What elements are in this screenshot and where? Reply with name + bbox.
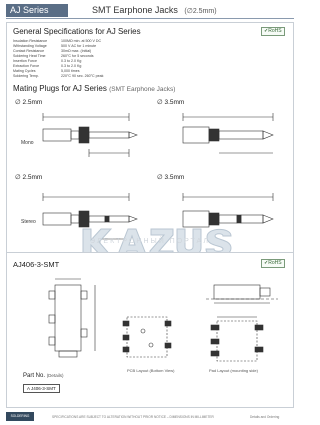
spec-label: Insertion Force bbox=[13, 59, 37, 63]
spec-label: Withstanding Voltage bbox=[13, 44, 47, 48]
mating-plugs-title bbox=[13, 84, 175, 93]
spec-label: Extraction Force bbox=[13, 64, 40, 68]
plug-size-label: ∅ 2.5mm bbox=[15, 99, 43, 106]
spec-value: 260°C for 5 seconds bbox=[61, 54, 94, 58]
spec-value: 0.3 to 2.0 Kg bbox=[61, 64, 82, 68]
spec-row bbox=[13, 74, 153, 79]
rohs-badge bbox=[261, 259, 285, 268]
spec-value: 30mΩ max. (Initial) bbox=[61, 49, 92, 53]
spec-label: Mating Cycles bbox=[13, 69, 36, 73]
part-number-box: A J406-3-SMT bbox=[23, 384, 60, 393]
mating-plugs-title-text: Mating Plugs for AJ Series bbox=[13, 84, 107, 93]
page-title bbox=[92, 5, 217, 15]
spec-value: 500 V AC for 1 minute bbox=[61, 44, 97, 48]
spec-value: 220°C 90 sec. 260°C peak bbox=[61, 74, 104, 78]
mating-plugs-subtitle: (SMT Earphone Jacks) bbox=[109, 86, 176, 93]
part-number-heading bbox=[23, 373, 63, 379]
header-rule bbox=[6, 18, 294, 19]
page-title-text: SMT Earphone Jacks bbox=[92, 5, 178, 15]
footer-brand-logo bbox=[6, 412, 34, 421]
side-view-drawing bbox=[202, 277, 282, 311]
spec-table bbox=[13, 39, 153, 79]
series-tab: AJ Series bbox=[6, 4, 68, 17]
part-no-label: Part No. bbox=[23, 373, 46, 379]
mono-plug-2-5-drawing bbox=[37, 107, 147, 165]
spec-value: 0.3 to 2.0 Kg bbox=[61, 59, 82, 63]
part-no-details: (Details) bbox=[46, 373, 64, 378]
spec-label: Insulation Resistance bbox=[13, 39, 48, 43]
part-panel bbox=[6, 252, 294, 408]
jack-outline-drawing bbox=[37, 275, 107, 367]
pcb-layout-caption: PCB Layout (Bottom View) bbox=[127, 368, 175, 373]
stereo-label: Stereo bbox=[21, 219, 36, 225]
rohs-badge-text: RoHS bbox=[268, 28, 282, 34]
check-icon: ✓ bbox=[264, 28, 269, 34]
rohs-badge bbox=[261, 27, 285, 36]
plug-size-label: ∅ 3.5mm bbox=[157, 99, 185, 106]
mono-plug-3-5-drawing bbox=[179, 107, 285, 165]
footer-disclaimer: SPECIFICATIONS ARE SUBJECT TO ALTERATION WITHOUT PRIOR NOTICE – DIMENSIONS IN MILLIMETER bbox=[52, 415, 214, 419]
spec-value: 100MΩ min. at 500 V DC bbox=[61, 39, 102, 43]
specifications-panel bbox=[6, 22, 294, 270]
size-note: (∅2.5mm) bbox=[184, 8, 217, 15]
pcb-layout-drawing bbox=[119, 311, 179, 365]
check-icon: ✓ bbox=[264, 260, 269, 266]
pad-layout-drawing bbox=[203, 315, 273, 367]
plug-size-label: ∅ 3.5mm bbox=[157, 174, 185, 181]
rohs-badge-text: RoHS bbox=[268, 260, 282, 266]
footer-right-text: Details and Ordering bbox=[250, 415, 280, 419]
footer-brand-text: SOLDERING bbox=[10, 414, 30, 418]
spec-label: Soldering Temp. bbox=[13, 74, 39, 78]
plug-size-label: ∅ 2.5mm bbox=[15, 174, 43, 181]
spec-label: Soldering Heat Time bbox=[13, 54, 46, 58]
pad-layout-caption: Pad Layout (mounting side) bbox=[209, 368, 258, 373]
spec-label: Contact Resistance bbox=[13, 49, 45, 53]
part-code: AJ406-3-SMT bbox=[13, 260, 60, 269]
specifications-title: General Specifications for AJ Series bbox=[13, 27, 141, 36]
spec-value: 5,000 times bbox=[61, 69, 80, 73]
mono-label: Mono bbox=[21, 140, 34, 146]
watermark-text: ЭЛЕКТРОННЫЙ ПОРТАЛ bbox=[90, 238, 210, 245]
